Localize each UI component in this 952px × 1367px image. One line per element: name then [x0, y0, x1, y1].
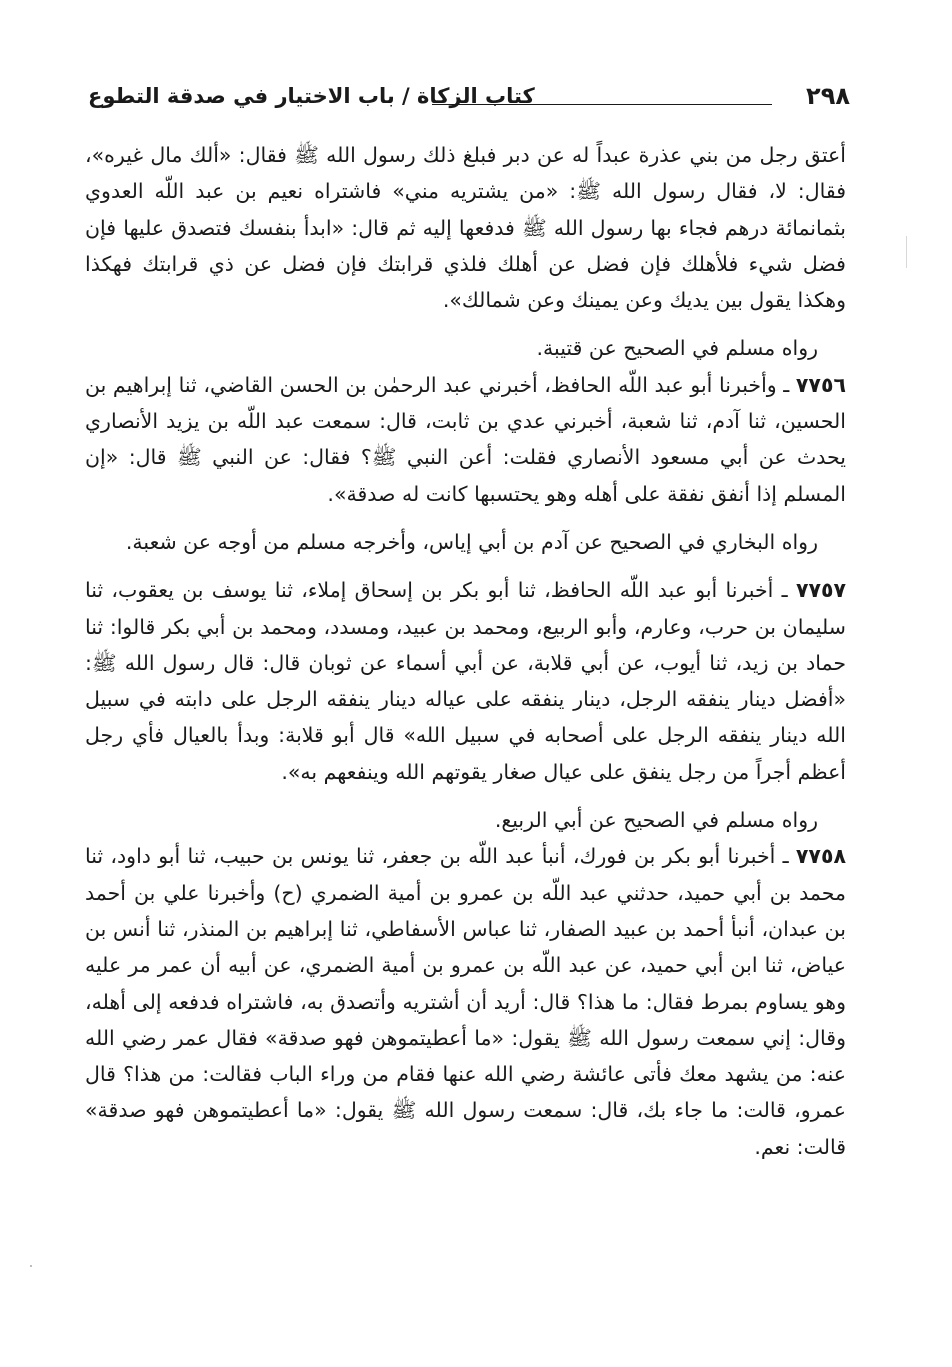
paragraph-text: أعتق رجل من بني عذرة عبداً له عن دبر فبلغ ذلك رسول الله ﷺ فقال: «ألك مال غيره»، فقال: لا، فقال رسول الله ﷺ: «من يشتريه مني» فاشتراه نعيم بن عبد اللّه العدوي بثمانمائة درهم فجاء بها رسول الله ﷺ فدفعها إليه ثم قال: «ابدأ بنفسك فتصدق عليها فإن فضل شيء فلأهلك فإن فضل عن أهلك فلذي قرابتك فإن فضل عن ذي قرابتك فهكذا وهكذا يقول بين يديك وعن يمينك وعن شمالك».: [85, 143, 846, 313]
paragraph-text: رواه مسلم في الصحيح عن أبي الربيع.: [494, 808, 818, 833]
body-text: [85, 137, 846, 1165]
paragraph-text: ـ أخبرنا أبو عبد اللّه الحافظ، ثنا أبو بكر بن إسحاق إملاء، ثنا يوسف بن يعقوب، ثنا سليمان بن حرب، وعارم، وأبو الربيع، ومحمد بن عبيد، ومسدد، ومحمد بن أبي بكر قالوا: ثنا حماد بن زيد، ثنا أيوب، عن أبي قلابة، عن أبي أسماء عن ثوبان قال: قال رسول الله ﷺ: «أفضل دينار ينفقه الرجل، دينار ينفقه على عياله دينار ينفقه الرجل على دابته في سبيل الله دينار ينفقه الرجل على أصحابه في سبيل الله» قال أبو قلابة: وبدأ بالعيال فأي رجل أعظم أجراً من رجل ينفق على عيال صغار يقوتهم الله وينفعهم به».: [85, 578, 846, 784]
scan-margin-mark: [906, 236, 907, 268]
takhrij-paragraph: [85, 524, 846, 560]
matn-paragraph: [85, 137, 846, 318]
paragraph-text: رواه مسلم في الصحيح عن قتيبة.: [536, 336, 818, 361]
hadith-number: ٧٧٥٨: [795, 844, 846, 869]
paragraph-text: ـ وأخبرنا أبو عبد اللّه الحافظ، أخبرني عبد الرحمٰن بن الحسن القاضي، ثنا إبراهيم بن الحسين، ثنا آدم، ثنا شعبة، أخبرني عدي بن ثابت، قال: سمعت عبد اللّه بن يزيد الأنصاري يحدث عن أبي مسعود الأنصاري فقلت: أعن النبي ﷺ؟ فقال: عن النبي ﷺ قال: «إن المسلم إذا أنفق نفقة على أهله وهو يحتسبها كانت له صدقة».: [85, 372, 846, 506]
hadith-paragraph: [85, 572, 846, 790]
takhrij-paragraph: [85, 802, 846, 838]
hadith-paragraph: [85, 838, 846, 1165]
page-header: [88, 78, 850, 114]
paragraph-text: رواه البخاري في الصحيح عن آدم بن أبي إياس، وأخرجه مسلم من أوجه عن شعبة.: [125, 529, 818, 554]
scan-speck: [30, 1265, 32, 1267]
paragraph-text: ـ أخبرنا أبو بكر بن فورك، أنبأ عبد اللّه بن جعفر، ثنا يونس بن حبيب، ثنا أبو داود، ثنا محمد بن أبي حميد، حدثني عبد اللّه بن عمرو بن أمية الضمري (ح) وأخبرنا علي بن أحمد بن عبدان، أنبأ أحمد بن عبيد الصفار، ثنا عباس الأسفاطي، ثنا إبراهيم بن المنذر، ثنا أنس بن عياض، ثنا ابن أبي حميد، عن عبد اللّه بن عمرو بن أمية الضمري، عن أبيه أن عمر مر عليه وهو يساوم بمرط فقال: ما هذا؟ قال: أريد أن أشتريه وأتصدق به، فاشتراه فدفعه إلى أهله، وقال: إني سمعت رسول الله ﷺ يقول: «ما أعطيتموهن فهو صدقة» فقال عمر رضي الله عنه: من يشهد معك فأتى عائشة رضي الله عنها فقام من وراء الباب فقالت: من هذا؟ قال عمرو، قالت: ما جاء بك، قال: سمعت رسول الله ﷺ يقول: «ما أعطيتموهن فهو صدقة» قالت: نعم.: [85, 844, 846, 1159]
page-number: ٢٩٨: [806, 82, 850, 110]
hadith-number: ٧٧٥٧: [795, 578, 846, 603]
running-title: كتاب الزكاة / باب الاختيار في صدقة التطوع: [88, 84, 535, 108]
hadith-paragraph: [85, 367, 846, 512]
hadith-number: ٧٧٥٦: [795, 372, 846, 397]
takhrij-paragraph: [85, 330, 846, 366]
